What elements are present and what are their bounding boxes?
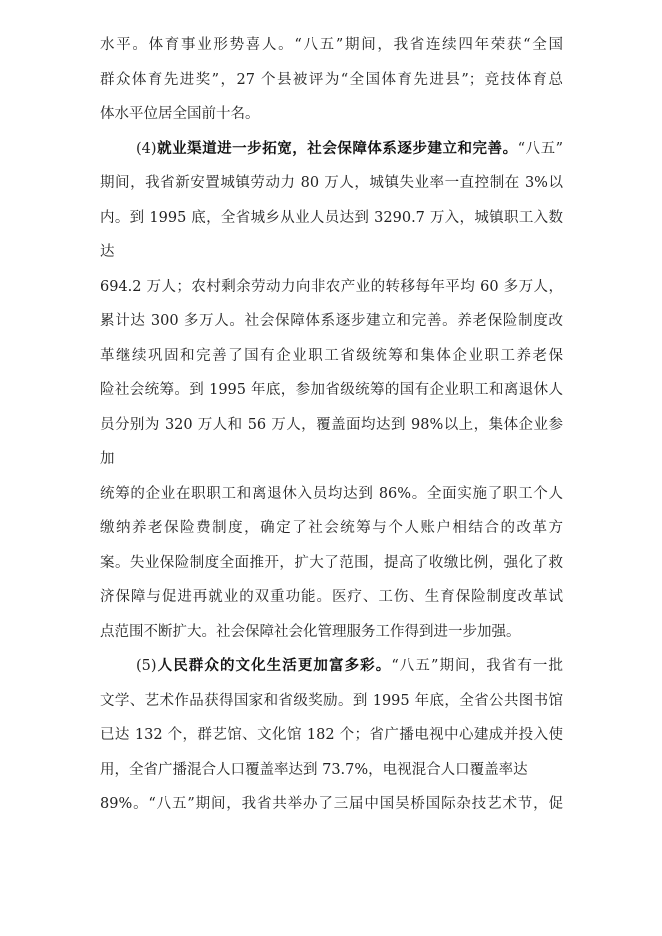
section-heading-line <box>100 649 563 684</box>
document-page <box>100 28 563 822</box>
text-line: 用，全省广播混合人口覆盖率达到 73.7%，电视混合人口覆盖率达 <box>100 761 528 778</box>
text-line: 89%。“八五”期间，我省共举办了三届中国吴桥国际杂技艺术节，促 <box>100 796 563 812</box>
section-heading: 就业渠道进一步拓宽，社会保障体系逐步建立和完善。 <box>156 140 518 157</box>
text-line: 革继续巩固和完善了国有企业职工省级统筹和集体企业职工养老保 <box>100 347 563 364</box>
section-number: (4) <box>136 140 157 157</box>
text-span: “八五”期间，我省有一批 <box>391 658 564 674</box>
text-line: 内。到 1995 底，全省城乡从业人员达到 3290.7 万入，城镇职工入数达 <box>100 209 563 260</box>
text-line: 员分别为 320 万人和 56 万人，覆盖面均达到 98%以上，集体企业参加 <box>100 416 563 467</box>
section-number: (5) <box>136 658 157 674</box>
text-line: 期间，我省新安置城镇劳动力 80 万人，城镇失业率一直控制在 3%以 <box>100 175 563 191</box>
section-heading: 人民群众的文化生活更加富多彩。 <box>156 658 392 674</box>
text-line: 体水平位居全国前十名。 <box>100 106 260 122</box>
text-line: 点范围不断扩大。社会保障社会化管理服务工作得到进一步加强。 <box>100 623 521 640</box>
text-line: 济保障与促进再就业的双重功能。医疗、工伤、生育保险制度改革试 <box>100 589 563 605</box>
text-line: 累计达 300 多万人。社会保障体系逐步建立和完善。养老保险制度改 <box>100 313 563 329</box>
text-line: 已达 132 个，群艺馆、文化馆 182 个；省广播电视中心建成并投入使 <box>100 727 563 743</box>
text-line: 水平。体育事业形势喜人。“八五”期间，我省连续四年荣获“全国 <box>100 37 563 53</box>
text-line: 险社会统筹。到 1995 年底，参加省级统筹的国有企业职工和离退休人 <box>100 382 563 398</box>
text-line: 文学、艺术作品获得国家和省级奖励。到 1995 年底，全省公共图书馆 <box>100 692 563 709</box>
text-line: 缴纳养老保险费制度，确定了社会统筹与个人账户相结合的改革方 <box>100 520 563 536</box>
text-line: 案。失业保险制度全面推开，扩大了范围，提高了收缴比例，强化了救 <box>100 554 563 571</box>
text-line: 群众体育先进奖”，27 个县被评为“全国体育先进县”；竞技体育总 <box>100 71 563 88</box>
text-span: “八五” <box>517 140 564 157</box>
section-heading-line <box>100 132 563 167</box>
text-line: 统筹的企业在职职工和离退休入员均达到 86%。全面实施了职工个人 <box>100 485 563 502</box>
text-line: 694.2 万人；农村剩余劳动力向非农产业的转移每年平均 60 多万人， <box>100 278 563 295</box>
